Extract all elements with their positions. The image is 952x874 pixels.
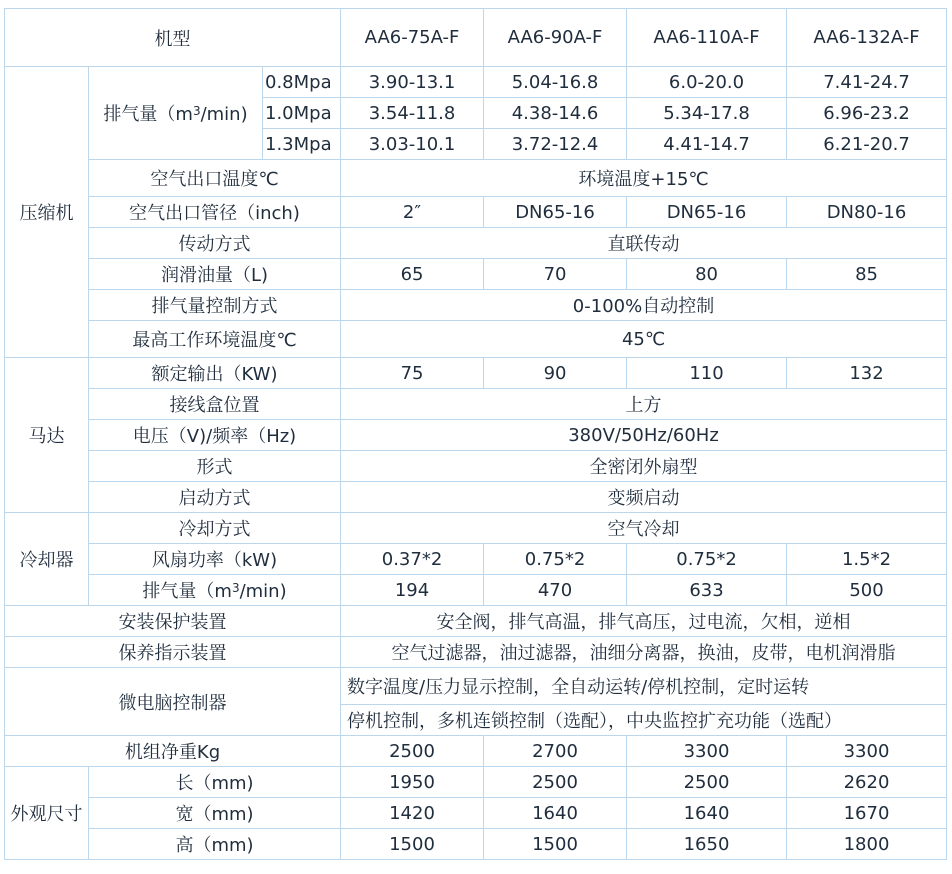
- table-row: [5, 544, 947, 575]
- table-row: [5, 420, 947, 451]
- row-label: 空气出口管径（inch): [89, 197, 341, 228]
- value-cell: 2700: [484, 736, 627, 767]
- value-cell: 194: [341, 575, 484, 606]
- table-row: [5, 798, 947, 829]
- merged-value: 停机控制，多机连锁控制（选配），中央监控扩充功能（选配）: [341, 705, 947, 736]
- value-cell: 65: [341, 259, 484, 290]
- value-cell: 5.34-17.8: [627, 98, 787, 129]
- value-cell: 6.96-23.2: [787, 98, 947, 129]
- value-cell: 1650: [627, 829, 787, 860]
- value-cell: 470: [484, 575, 627, 606]
- value-cell: 1.5*2: [787, 544, 947, 575]
- pressure-label: 1.0Mpa: [263, 98, 341, 129]
- row-label: 形式: [89, 451, 341, 482]
- row-label: 长（mm): [89, 767, 341, 798]
- row-label: 额定输出（KW): [89, 358, 341, 389]
- header-label: 机型: [5, 9, 341, 67]
- merged-value: 45℃: [341, 321, 947, 358]
- value-cell: 80: [627, 259, 787, 290]
- value-cell: 85: [787, 259, 947, 290]
- value-cell: 3.03-10.1: [341, 129, 484, 160]
- table-row: [5, 290, 947, 321]
- table-row: [5, 67, 947, 98]
- header-row: [5, 9, 947, 67]
- model-cell: AA6-110A-F: [627, 9, 787, 67]
- value-cell: 1500: [341, 829, 484, 860]
- merged-value: 空气冷却: [341, 513, 947, 544]
- value-cell: 3300: [787, 736, 947, 767]
- row-label: 高（mm): [89, 829, 341, 860]
- value-cell: 2500: [627, 767, 787, 798]
- table-row: [5, 451, 947, 482]
- model-cell: AA6-132A-F: [787, 9, 947, 67]
- table-row: [5, 637, 947, 668]
- pressure-label: 1.3Mpa: [263, 129, 341, 160]
- row-label: 传动方式: [89, 228, 341, 259]
- value-cell: 1800: [787, 829, 947, 860]
- merged-value: 直联传动: [341, 228, 947, 259]
- group-compressor: 压缩机: [5, 67, 89, 358]
- table-row: [5, 668, 947, 705]
- row-label: 保养指示装置: [5, 637, 341, 668]
- pressure-label: 0.8Mpa: [263, 67, 341, 98]
- merged-value: 变频启动: [341, 482, 947, 513]
- value-cell: 75: [341, 358, 484, 389]
- value-cell: 0.75*2: [484, 544, 627, 575]
- value-cell: 1640: [484, 798, 627, 829]
- table-row: [5, 736, 947, 767]
- row-label: 空气出口温度℃: [89, 160, 341, 197]
- table-row: [5, 197, 947, 228]
- value-cell: 3.90-13.1: [341, 67, 484, 98]
- value-cell: 0.37*2: [341, 544, 484, 575]
- row-label: 宽（mm): [89, 798, 341, 829]
- value-cell: 6.21-20.7: [787, 129, 947, 160]
- displacement-label: 排气量$(m^3/\min)$: [89, 67, 263, 160]
- value-cell: 6.0-20.0: [627, 67, 787, 98]
- value-cell: 1950: [341, 767, 484, 798]
- merged-value: 380V/50Hz/60Hz: [341, 420, 947, 451]
- value-cell: 1670: [787, 798, 947, 829]
- value-cell: 1640: [627, 798, 787, 829]
- table-row: [5, 228, 947, 259]
- merged-value: 全密闭外扇型: [341, 451, 947, 482]
- value-cell: 70: [484, 259, 627, 290]
- value-cell: 2″: [341, 197, 484, 228]
- group-motor: 马达: [5, 358, 89, 513]
- value-cell: 132: [787, 358, 947, 389]
- row-label: 机组净重Kg: [5, 736, 341, 767]
- table-row: [5, 829, 947, 860]
- row-label: 安装保护装置: [5, 606, 341, 637]
- merged-value: 环境温度+15℃: [341, 160, 947, 197]
- merged-value: 空气过滤器，油过滤器，油细分离器，换油，皮带，电机润滑脂: [341, 637, 947, 668]
- value-cell: 3300: [627, 736, 787, 767]
- row-label: 接线盒位置: [89, 389, 341, 420]
- model-cell: AA6-75A-F: [341, 9, 484, 67]
- value-cell: 500: [787, 575, 947, 606]
- row-label: 风扇功率（kW): [89, 544, 341, 575]
- table-row: [5, 259, 947, 290]
- merged-value: 0-100%自动控制: [341, 290, 947, 321]
- value-cell: 5.04-16.8: [484, 67, 627, 98]
- value-cell: 4.41-14.7: [627, 129, 787, 160]
- row-label: 排气量控制方式: [89, 290, 341, 321]
- value-cell: 2500: [484, 767, 627, 798]
- table-row: [5, 513, 947, 544]
- table-row: [5, 389, 947, 420]
- value-cell: 7.41-24.7: [787, 67, 947, 98]
- value-cell: 3.72-12.4: [484, 129, 627, 160]
- table-row: [5, 482, 947, 513]
- row-label: 冷却方式: [89, 513, 341, 544]
- merged-value: 安全阀，排气高温，排气高压，过电流，欠相，逆相: [341, 606, 947, 637]
- row-label: 电压（V)/频率（Hz): [89, 420, 341, 451]
- table-row: [5, 160, 947, 197]
- table-row: [5, 358, 947, 389]
- value-cell: 90: [484, 358, 627, 389]
- value-cell: DN80-16: [787, 197, 947, 228]
- merged-value: 数字温度/压力显示控制，全自动运转/停机控制，定时运转: [341, 668, 947, 705]
- value-cell: DN65-16: [484, 197, 627, 228]
- value-cell: 2620: [787, 767, 947, 798]
- table-row: [5, 767, 947, 798]
- value-cell: 1420: [341, 798, 484, 829]
- table-row: [5, 321, 947, 358]
- row-label: 润滑油量（L): [89, 259, 341, 290]
- row-label: 排气量$(m^3/\min)$: [89, 575, 341, 606]
- table-row: [5, 606, 947, 637]
- group-dimensions: 外观尺寸: [5, 767, 89, 860]
- value-cell: DN65-16: [627, 197, 787, 228]
- spec-table: [4, 8, 947, 860]
- value-cell: 633: [627, 575, 787, 606]
- table-row: [5, 575, 947, 606]
- value-cell: 2500: [341, 736, 484, 767]
- value-cell: 4.38-14.6: [484, 98, 627, 129]
- group-cooler: 冷却器: [5, 513, 89, 606]
- model-cell: AA6-90A-F: [484, 9, 627, 67]
- value-cell: 110: [627, 358, 787, 389]
- value-cell: 3.54-11.8: [341, 98, 484, 129]
- value-cell: 0.75*2: [627, 544, 787, 575]
- row-label: 启动方式: [89, 482, 341, 513]
- merged-value: 上方: [341, 389, 947, 420]
- row-label: 微电脑控制器: [5, 668, 341, 736]
- row-label: 最高工作环境温度℃: [89, 321, 341, 358]
- value-cell: 1500: [484, 829, 627, 860]
